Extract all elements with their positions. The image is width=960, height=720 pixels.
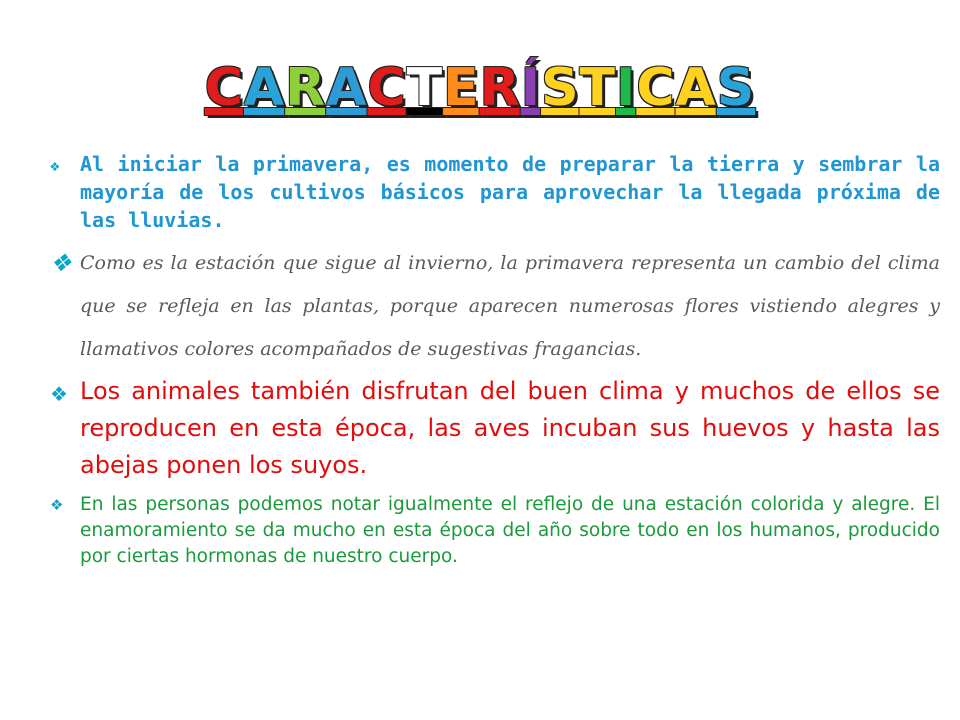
bullet-text-1: Al iniciar la primavera, es momento de preparar la tierra y sembrar la mayoría de los cultivos básicos para aprovechar la llegada próxima de las lluvias. bbox=[80, 152, 940, 232]
diamond-bullet-icon: ❖ bbox=[50, 249, 72, 277]
title-letter-14: A bbox=[675, 58, 717, 118]
bullet-list bbox=[50, 150, 940, 570]
bullet-item-4 bbox=[50, 492, 940, 570]
title-letter-15: S bbox=[716, 58, 756, 118]
bullet-item-2 bbox=[50, 242, 940, 371]
diamond-bullet-icon: ❖ bbox=[50, 496, 64, 514]
bullet-item-3 bbox=[50, 373, 940, 484]
title-letter-3: R bbox=[285, 58, 327, 118]
title-letter-8: R bbox=[479, 58, 521, 118]
title-letter-9: Í bbox=[520, 58, 542, 118]
diamond-bullet-icon: ❖ bbox=[50, 156, 60, 175]
title-letter-4: A bbox=[326, 58, 368, 118]
title-letter-5: C bbox=[367, 58, 407, 118]
slide-title bbox=[0, 58, 960, 118]
title-letter-12: I bbox=[616, 58, 637, 118]
bullet-text-3: Los animales también disfrutan del buen clima y muchos de ellos se reproducen en esta época, las aves incuban sus huevos y hasta las abejas ponen los suyos. bbox=[80, 377, 940, 479]
title-letter-2: A bbox=[243, 58, 286, 118]
title-letter-13: C bbox=[636, 58, 676, 118]
title-letter-1: C bbox=[204, 58, 244, 118]
title-letter-6: T bbox=[406, 58, 444, 118]
title-letter-11: T bbox=[579, 58, 616, 118]
title-letter-10: S bbox=[541, 58, 580, 118]
bullet-text-4: En las personas podemos notar igualmente el reflejo de una estación colorida y alegre. El enamoramiento se da mucho en esta época del año sobre todo en los humanos, producido por ciertas hormonas de nuestro cuerpo. bbox=[80, 494, 940, 567]
diamond-bullet-icon: ❖ bbox=[50, 382, 68, 406]
bullet-item-1 bbox=[50, 150, 940, 234]
title-letter-7: E bbox=[443, 58, 480, 118]
bullet-text-2: Como es la estación que sigue al invierno, la primavera representa un cambio del clima que se refleja en las plantas, porque aparecen numerosas flores vistiendo alegres y llamativos colores acompañados de sugestivas fragancias. bbox=[80, 252, 940, 360]
